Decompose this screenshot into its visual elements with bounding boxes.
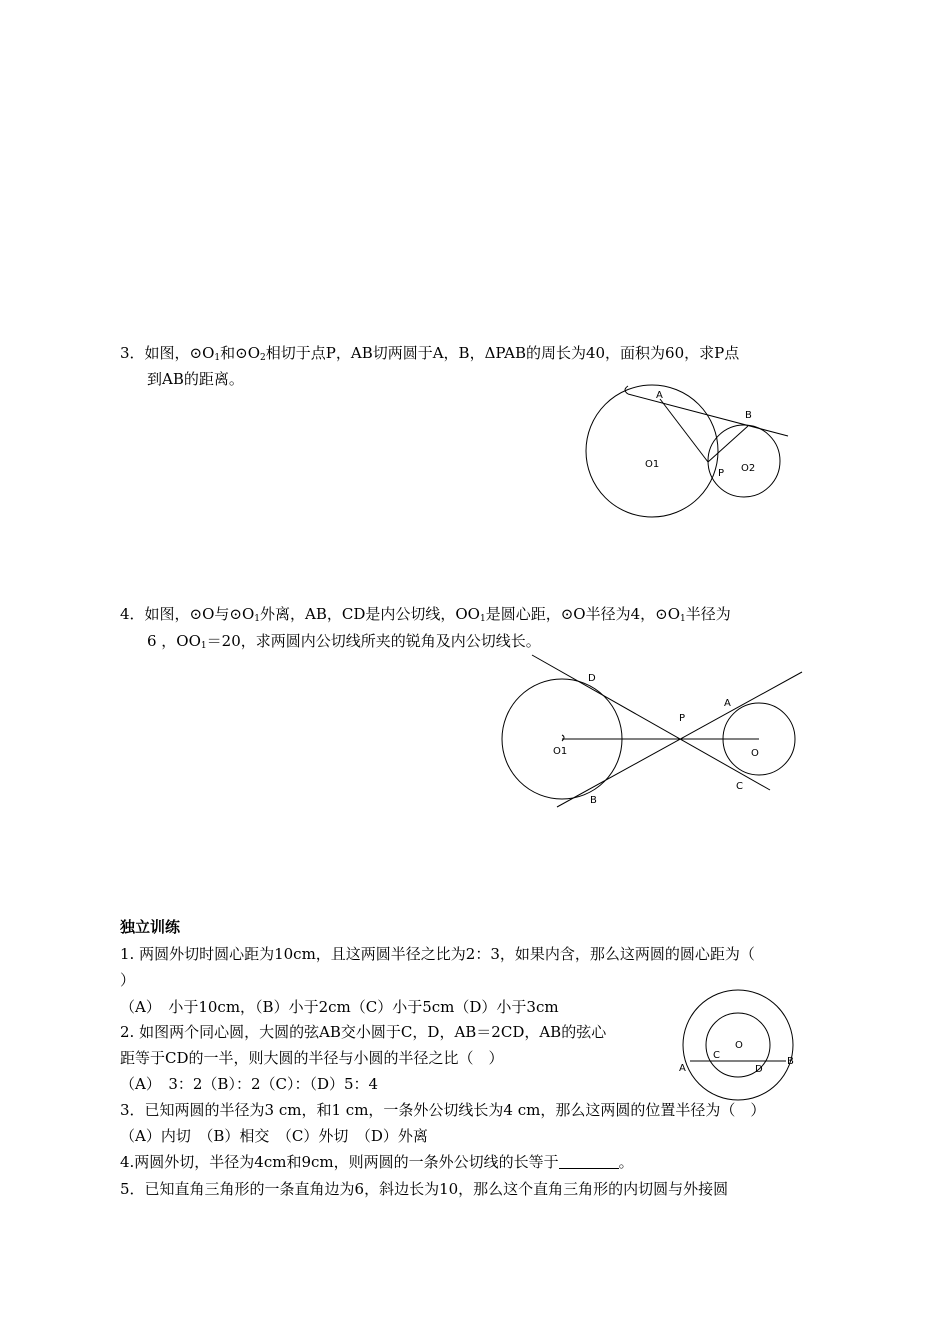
training-item1-line2: ） (120, 971, 136, 989)
q4-label-o: O (751, 748, 759, 759)
q4-label-b: B (590, 795, 597, 806)
q4-label-c: C (736, 781, 743, 792)
q4-text-line2: 6 ，$OO_1=20$，求两圆内公切线所夹的锐角及内公切线长。 (147, 632, 541, 651)
training-item3-line1: 3．已知两圆的半径为3 cm，和1 cm，一条外公切线长为4 cm，那么这两圆的位置半径为（ ） (120, 1101, 766, 1119)
training-title: 独立训练 (120, 918, 181, 936)
training-item3-options: （A）内切 （B）相交 （C）外切 （D）外离 (120, 1127, 428, 1145)
training-item2-options: （A） 3：2（B）：2（C）：（D）5：4 (120, 1075, 379, 1093)
q3-label-o2: O2 (741, 463, 756, 474)
fig2-label-b: B (787, 1056, 794, 1067)
fig2-label-o: O (735, 1040, 743, 1051)
training-item2-line1: 2. 如图两个同心圆，大圆的弦AB交小圆于C，D，AB＝2CD，AB的弦心 (120, 1023, 607, 1041)
q3-label-b: B (745, 410, 752, 421)
fig2-label-a: A (679, 1063, 686, 1074)
training-item1-options: （A） 小于10cm，（B）小于2cm（C）小于5cm（D）小于3cm (120, 998, 559, 1016)
q3-label-o1: O1 (645, 459, 660, 470)
q4-text-line1: 4．如图，⊙O与$⊙O_1$外离，AB，CD是内公切线，$OO_1$是圆心距，⊙O半径为4，$⊙O_1$半径为 (120, 605, 731, 624)
q3-text-line1: 3．如图，$⊙O_1$和$⊙O_2$相切于点P，AB切两圆于A，B，ΔPAB的周长为40，面积为60，求P点 (120, 344, 740, 363)
q3-label-a: A (656, 390, 663, 401)
fig2-label-c: C (713, 1050, 720, 1061)
training-item1-line1: 1. 两圆外切时圆心距为10cm，且这两圆半径之比为2：3，如果内含，那么这两圆的圆心距为（ (120, 945, 755, 963)
q4-label-o1: O1 (553, 746, 568, 757)
q4-label-a: A (724, 698, 731, 709)
q4-label-p: P (679, 713, 686, 724)
training-item5-line1: 5．已知直角三角形的一条直角边为6，斜边长为10，那么这个直角三角形的内切圆与外接圆 (120, 1180, 729, 1198)
training-item2-line2: 距等于CD的一半，则大圆的半径与小圆的半径之比（ ） (120, 1049, 504, 1067)
q3-text-line2: 到AB的距离。 (147, 370, 244, 388)
training-item4: 4.两圆外切，半径为4cm和9cm，则两圆的一条外公切线的长等于 。 (120, 1153, 634, 1171)
fig2-label-d: D (755, 1064, 763, 1075)
answer-blank[interactable] (559, 1154, 619, 1169)
q3-label-p: P (718, 468, 725, 479)
q4-label-d: D (588, 673, 596, 684)
